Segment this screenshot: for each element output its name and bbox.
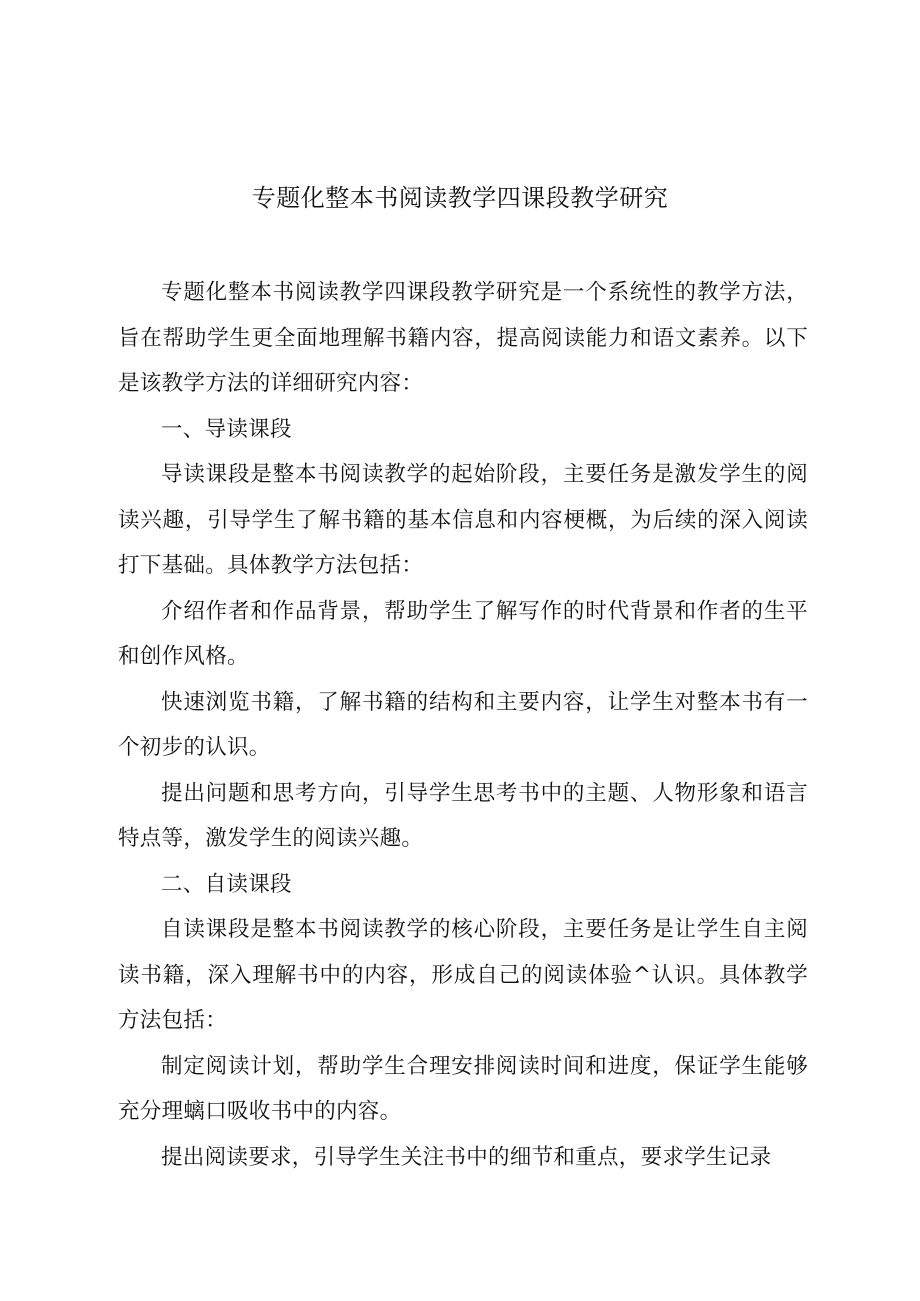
- paragraph-reading-plan: 制定阅读计划，帮助学生合理安排阅读时间和进度，保证学生能够充分理螭口吸收书中的内容。: [118, 1053, 808, 1124]
- paragraph-quick-browse: 快速浏览书籍，了解书籍的结构和主要内容，让学生对整本书有一个初步的认识。: [118, 689, 808, 760]
- section-heading-guided-reading: 一、导读课段: [161, 416, 292, 442]
- section-heading-self-reading: 二、自读课段: [161, 871, 292, 897]
- paragraph-author-background: 介绍作者和作品背景，帮助学生了解写作的时代背景和作者的生平和创作风格。: [118, 598, 808, 669]
- paragraph-intro: 专题化整本书阅读教学四课段教学研究是一个系统性的教学方法，旨在帮助学生更全面地理解书籍内容，提高阅读能力和语文素养。以下是该教学方法的详细研究内容：: [118, 280, 808, 396]
- document-title: 专题化整本书阅读教学四课段教学研究: [251, 184, 669, 212]
- paragraph-guided-reading: 导读课段是整本书阅读教学的起始阶段，主要任务是激发学生的阅读兴趣，引导学生了解书籍的基本信息和内容梗概，为后续的深入阅读打下基础。具体教学方法包括：: [118, 462, 808, 578]
- document-body: [118, 270, 808, 1180]
- paragraph-reading-requirements: 提出阅读要求，引导学生关注书中的细节和重点，要求学生记录: [161, 1144, 772, 1170]
- paragraph-questions: 提出问题和思考方向，引导学生思考书中的主题、人物形象和语言特点等，激发学生的阅读兴趣。: [118, 780, 808, 851]
- paragraph-self-reading: 自读课段是整本书阅读教学的核心阶段，主要任务是让学生自主阅读书籍，深入理解书中的内容，形成自己的阅读体验^认识。具体教学方法包括：: [118, 917, 808, 1033]
